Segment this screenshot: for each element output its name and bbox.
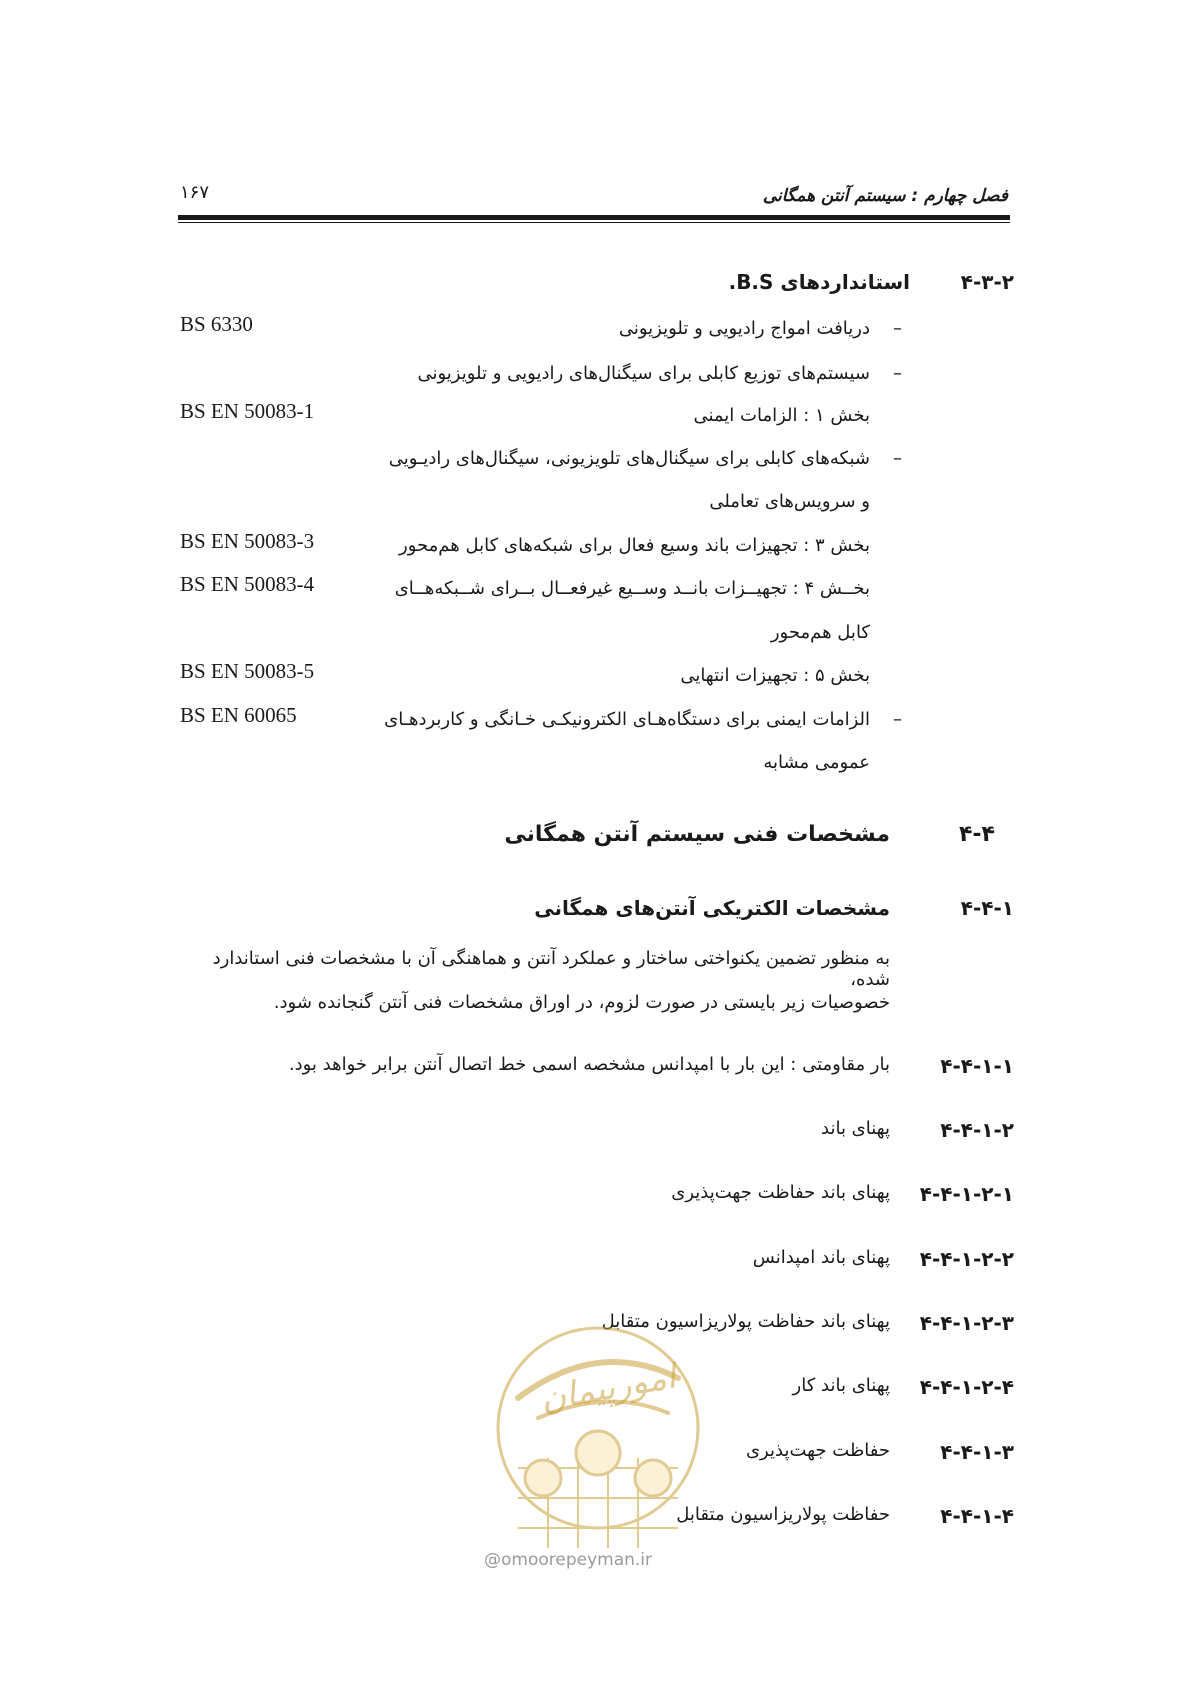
subsection-number: ۴-۴-۱-۲-۴ <box>919 1375 1014 1399</box>
chapter-title: فصل چهارم : سیستم آنتن همگانی <box>762 186 1008 206</box>
subsection-text: پهنای باند <box>821 1118 890 1139</box>
list-item-text: دریافت امواج رادیویی و تلویزیونی <box>618 318 870 339</box>
list-item-text: و سرویس‌های تعاملی <box>709 491 870 512</box>
section-number: ۴-۴ <box>959 822 995 847</box>
subsection-text: بار مقاومتی : این بار با امپدانس مشخصه اسمی خط اتصال آنتن برابر خواهد بود. <box>288 1054 890 1075</box>
watermark-logo-text: امورپیمان <box>537 1356 679 1420</box>
list-dash: – <box>893 318 902 339</box>
standard-code: BS EN 50083-4 <box>180 572 315 596</box>
subsection-text: پهنای باند حفاظت پولاریزاسیون متقابل <box>601 1311 890 1332</box>
standard-code: BS EN 50083-3 <box>180 529 315 553</box>
subsection-text: پهنای باند حفاظت جهت‌پذیری <box>671 1182 890 1203</box>
subsection-number: ۴-۴-۱-۴ <box>940 1504 1014 1528</box>
standard-code: BS EN 60065 <box>180 703 297 727</box>
list-dash: – <box>893 363 902 384</box>
section-number: ۴-۳-۲ <box>960 270 1014 294</box>
list-item-text: بخش ۳ : تجهیزات باند وسیع فعال برای شبکه‌های کابل هم‌محور <box>399 535 870 556</box>
subsection-text: پهنای باند کار <box>792 1375 890 1396</box>
watermark-url: @omoorepeyman.ir <box>484 1550 653 1570</box>
section-title: مشخصات فنی سیستم آنتن همگانی <box>504 822 890 847</box>
list-item-text: عمومی مشابه <box>763 752 870 773</box>
subsection-text: حفاظت پولاریزاسیون متقابل <box>676 1504 890 1525</box>
list-item-text: سیستم‌های توزیع کابلی برای سیگنال‌های رادیویی و تلویزیونی <box>417 363 870 384</box>
list-item-text: الزامات ایمنی برای دستگاه‌هـای الکترونیکـی خـانگی و کاربردهـای <box>384 709 870 730</box>
subsection-number: ۴-۴-۱-۱ <box>940 1054 1014 1078</box>
list-dash: – <box>893 448 902 469</box>
section-title: مشخصات الکتریکی آنتن‌های همگانی <box>534 896 890 920</box>
section-title: استانداردهای B.S. <box>728 270 910 294</box>
subsection-number: ۴-۴-۱-۲-۳ <box>919 1311 1014 1335</box>
section-number: ۴-۴-۱ <box>960 896 1014 920</box>
list-item-text: کابل هم‌محور <box>770 622 870 643</box>
subsection-text: پهنای باند امپدانس <box>752 1247 890 1268</box>
standard-code: BS EN 50083-1 <box>180 399 315 423</box>
list-dash: – <box>893 709 902 730</box>
list-item-text: بخش ۵ : تجهیزات انتهایی <box>680 665 870 686</box>
list-item-text: شبکه‌های کابلی برای سیگنال‌های تلویزیونی، سیگنال‌های رادیـویی <box>388 448 870 469</box>
subsection-text: حفاظت جهت‌پذیری <box>745 1440 890 1461</box>
standard-code: BS EN 50083-5 <box>180 659 315 683</box>
subsection-number: ۴-۴-۱-۲ <box>940 1118 1014 1142</box>
subsection-number: ۴-۴-۱-۲-۲ <box>919 1247 1014 1271</box>
page-number: ۱۶۷ <box>180 182 210 203</box>
paragraph-line: به منظور تضمین یکنواختی ساختار و عملکرد آنتن و هماهنگی آن با مشخصات فنی استاندارد شده، <box>212 948 890 990</box>
list-item-text: بخش ۱ : الزامات ایمنی <box>693 405 870 426</box>
subsection-number: ۴-۴-۱-۲-۱ <box>919 1182 1014 1206</box>
list-item-text: بخــش ۴ : تجهیــزات بانــد وســیع غیرفعــال بــرای شــبکه‌هــای <box>394 578 870 599</box>
standard-code: BS 6330 <box>180 312 253 336</box>
watermark-logo <box>478 1318 718 1578</box>
paragraph-line: خصوصیات زیر بایستی در صورت لزوم، در اوراق مشخصات فنی آنتن گنجانده شود. <box>273 992 890 1013</box>
subsection-number: ۴-۴-۱-۳ <box>940 1440 1014 1464</box>
